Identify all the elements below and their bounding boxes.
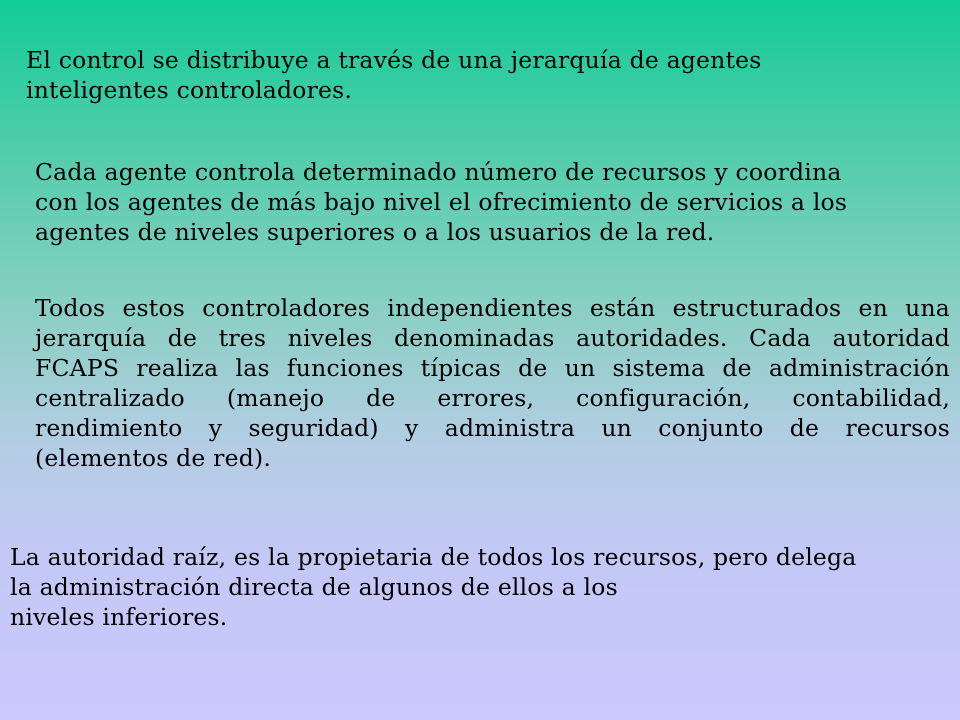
- paragraph-line: El control se distribuye a través de una jerarquía de agentes: [26, 46, 762, 74]
- paragraph-line: la administración directa de algunos de ellos a los: [10, 573, 618, 601]
- paragraph-line: rendimiento y seguridad) y administra un conjunto de recursos: [35, 414, 950, 442]
- paragraph-line: Cada agente controla determinado número de recursos y coordina: [35, 158, 842, 186]
- paragraph-root-authority: [10, 542, 950, 632]
- paragraph-line: niveles inferiores.: [10, 603, 228, 631]
- paragraph-line: centralizado (manejo de errores, configuración, contabilidad,: [35, 384, 950, 412]
- paragraph-line: inteligentes controladores.: [26, 76, 353, 104]
- paragraph-distributed-control: [26, 45, 926, 105]
- paragraph-line: FCAPS realiza las funciones típicas de un sistema de administración: [35, 354, 950, 382]
- paragraph-line: Todos estos controladores independientes están estructurados en una: [35, 294, 950, 322]
- paragraph-agent-coordination: [35, 157, 930, 247]
- paragraph-line: La autoridad raíz, es la propietaria de todos los recursos, pero delega: [10, 543, 857, 571]
- paragraph-line: agentes de niveles superiores o a los usuarios de la red.: [35, 218, 715, 246]
- paragraph-fcaps-hierarchy: [35, 293, 950, 473]
- paragraph-line: (elementos de red).: [35, 444, 271, 472]
- paragraph-line: con los agentes de más bajo nivel el ofrecimiento de servicios a los: [35, 188, 848, 216]
- paragraph-line: jerarquía de tres niveles denominadas autoridades. Cada autoridad: [35, 324, 950, 352]
